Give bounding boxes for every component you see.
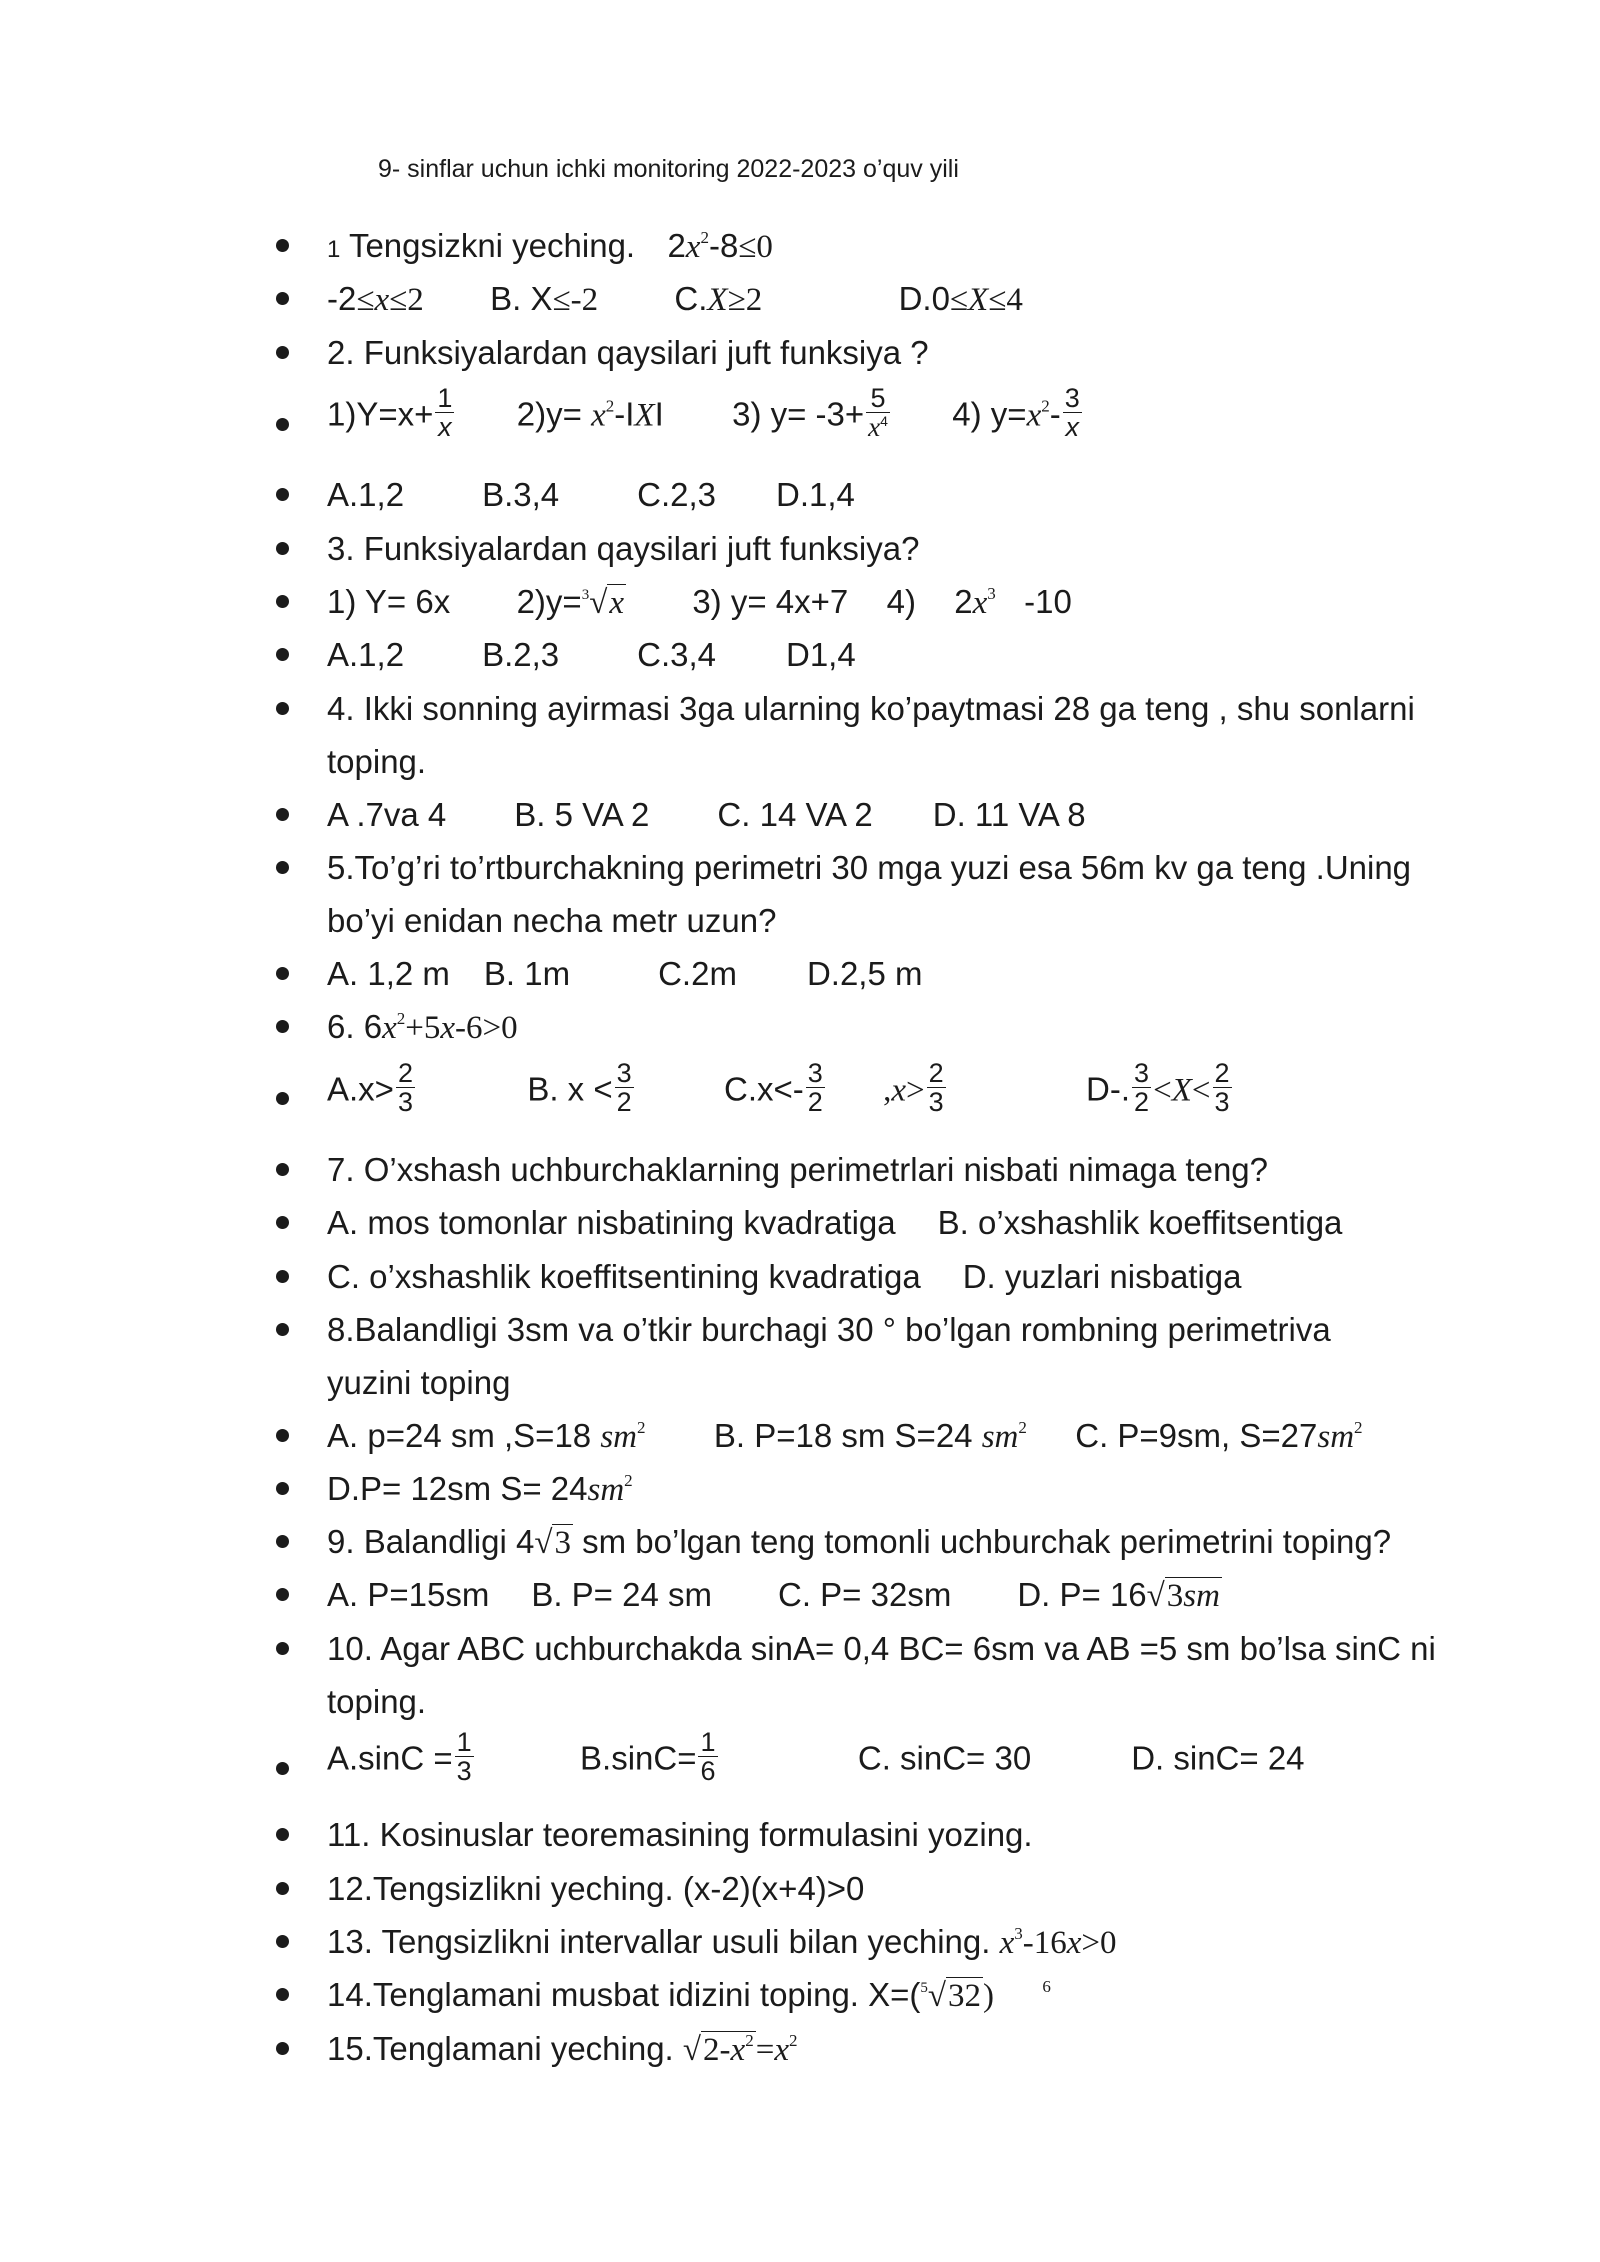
radicand: 2- <box>703 2032 731 2068</box>
function-1: 1)Y=x+ <box>327 395 434 433</box>
denominator: 3 <box>1214 1087 1230 1118</box>
sign: ≤ <box>988 282 1007 318</box>
root-index: 5 <box>920 1980 928 1996</box>
fraction <box>927 1059 946 1117</box>
denominator: x <box>435 412 454 441</box>
numerator: 1 <box>456 1727 472 1757</box>
option-c: C.2,3 <box>637 476 716 513</box>
question-number: 6. <box>327 1008 355 1045</box>
sign: ≤ <box>552 282 571 318</box>
expr-var: x <box>685 229 701 265</box>
exp: 6 <box>1042 1977 1051 1996</box>
function-2: 2)y= <box>516 583 582 620</box>
option-c: C. sinC= 30 <box>857 1739 1032 1777</box>
question-5: 5.To’g’ri to’rtburchakning perimetri 30 mga yuzi esa 56m kv ga teng .Uning <box>327 849 1412 886</box>
sign: ≤ <box>389 282 408 318</box>
bullet <box>276 861 289 874</box>
radicand: 3 <box>554 1525 571 1561</box>
option-c: C.3,4 <box>637 636 716 673</box>
answer-options <box>327 1419 1363 1454</box>
sign: > <box>906 1072 925 1109</box>
option-d: D-. <box>1086 1070 1131 1108</box>
exp: 2 <box>788 2031 798 2050</box>
numerator: 3 <box>616 1058 632 1088</box>
question-1 <box>327 229 773 264</box>
bullet <box>276 595 289 608</box>
coef: 6 <box>363 1008 383 1045</box>
option-d: D. P= 16 <box>1017 1576 1147 1613</box>
numerator: 3 <box>807 1058 823 1088</box>
question-10-continued: toping. <box>327 1683 427 1720</box>
cube-root: $^3$√x <box>581 585 624 621</box>
answer-options <box>327 957 922 990</box>
option-c: C. P=9sm, S=27 <box>1075 1417 1318 1454</box>
answer-options <box>327 1206 1342 1239</box>
option-b: B. X <box>490 280 553 317</box>
denominator: x <box>1063 412 1082 441</box>
option-b: B. P= 24 sm <box>531 1576 712 1613</box>
question-3: 3. Funksiyalardan qaysilari juft funksiya? <box>327 530 920 567</box>
num: -2 <box>570 282 599 318</box>
unit: sm <box>587 1472 625 1508</box>
function-4: 4) <box>886 583 916 620</box>
numerator: 2 <box>928 1058 944 1088</box>
question-text: 14.Tenglamani musbat idizini toping. X=( <box>327 1976 921 2013</box>
denominator <box>866 412 890 441</box>
sign: ≤ <box>356 282 375 318</box>
answer-options <box>327 638 856 671</box>
option-d: D. yuzlari nisbatiga <box>962 1258 1242 1295</box>
fraction <box>396 1059 415 1117</box>
exp: 2 <box>1041 396 1050 416</box>
numerator: 5 <box>870 383 886 413</box>
bullet <box>276 1588 289 1601</box>
radicand: 32 <box>948 1978 982 2014</box>
fraction <box>435 384 454 442</box>
bullet <box>276 1323 289 1336</box>
term: - <box>1049 395 1061 433</box>
coef: 2 <box>954 583 973 620</box>
option-a: A. mos tomonlar nisbatining kvadratiga <box>327 1204 896 1241</box>
option-a: A. 1,2 m <box>327 955 450 992</box>
fraction <box>1132 1059 1151 1117</box>
var: x <box>374 282 390 318</box>
paren: ) <box>983 1978 995 2014</box>
term: >0 <box>1081 1925 1117 1961</box>
numerator: 1 <box>437 383 453 413</box>
question-5-continued: bo’yi enidan necha metr uzun? <box>327 902 777 939</box>
answer-options <box>327 1727 1305 1790</box>
option-b: B. o’xshashlik koeffitsentiga <box>937 1204 1343 1241</box>
answer-options <box>327 1058 1234 1121</box>
denominator: 3 <box>397 1087 413 1118</box>
bullet <box>276 1828 289 1841</box>
option-a: A.1,2 <box>327 476 405 513</box>
term: -6>0 <box>455 1010 518 1046</box>
option-a: -2 <box>327 280 357 317</box>
denominator: 2 <box>807 1087 823 1118</box>
exp: 3 <box>1014 1924 1023 1943</box>
square-root: √3 <box>534 1525 571 1561</box>
var: x <box>774 2032 789 2068</box>
question-15 <box>327 2032 797 2067</box>
bullet <box>276 1882 289 1895</box>
option-c: C. o’xshashlik koeffitsentining kvadratiga <box>327 1258 921 1295</box>
sign: < <box>1153 1072 1172 1109</box>
fraction <box>615 1059 634 1117</box>
numerator: 2 <box>397 1058 413 1088</box>
option-d: D1,4 <box>786 636 856 673</box>
question-4: 4. Ikki sonning ayirmasi 3ga ularning ko’paytmasi 28 ga teng , shu sonlarni <box>327 690 1415 727</box>
term: -16 <box>1022 1925 1067 1961</box>
option-a: A. p=24 sm ,S=18 <box>327 1417 592 1454</box>
var: x <box>382 1010 397 1046</box>
var: x <box>440 1010 455 1046</box>
comma: , <box>883 1072 892 1109</box>
root-index: 3 <box>581 587 590 603</box>
option-b: B. P=18 sm S=24 <box>713 1417 973 1454</box>
expr-term: -8 <box>708 227 739 264</box>
option-a: A.x> <box>327 1070 394 1108</box>
answer-options <box>327 1578 1222 1613</box>
unit: sm <box>600 1419 638 1455</box>
question-text: 15.Tenglamani yeching. <box>327 2030 674 2067</box>
question-10: 10. Agar ABC uchburchakda sinA= 0,4 BC= 6sm va AB =5 sm bo’lsa sinC ni <box>327 1630 1436 1667</box>
numerator: 1 <box>700 1727 716 1757</box>
numerator: 2 <box>1214 1058 1230 1088</box>
fifth-root: $^5$√32 <box>920 1978 982 2014</box>
expr-coef: 2 <box>667 227 686 264</box>
fraction <box>1213 1059 1232 1117</box>
question-8-continued: yuzini toping <box>327 1364 511 1401</box>
option-c: C. <box>674 280 708 317</box>
var: x <box>868 412 881 443</box>
num: 4 <box>1006 282 1023 318</box>
option-b: B.2,3 <box>482 636 560 673</box>
exp: 2 <box>396 1009 406 1028</box>
var: x <box>730 2032 746 2068</box>
function-3: 3) y= 4x+7 <box>692 583 849 620</box>
denominator: 3 <box>928 1087 944 1118</box>
question-9 <box>327 1525 1391 1560</box>
term: -I <box>614 395 635 433</box>
question-text: 9. Balandligi 4 <box>327 1523 535 1560</box>
question-14 <box>327 1978 1051 2013</box>
exp: 3 <box>987 584 996 603</box>
var: x <box>1026 397 1042 434</box>
var: x <box>999 1925 1015 1961</box>
exp: 2 <box>745 2031 754 2050</box>
bullet <box>276 1163 289 1176</box>
var: x <box>591 397 606 434</box>
bullet <box>276 1482 289 1495</box>
exp: 2 <box>605 396 615 416</box>
sign: < <box>1191 1072 1211 1109</box>
var: X <box>634 397 655 434</box>
bullet <box>276 542 289 555</box>
square-root: √3sm <box>1146 1578 1220 1614</box>
fraction <box>1063 384 1082 442</box>
bullet <box>276 418 289 431</box>
term: -10 <box>1024 583 1072 620</box>
option-c: C. P= 32sm <box>778 1576 952 1613</box>
option-d: D.2,5 m <box>806 955 923 992</box>
var: X <box>1171 1072 1192 1109</box>
denominator: 2 <box>616 1087 632 1118</box>
bullet <box>276 648 289 661</box>
fraction <box>806 1059 825 1117</box>
option-c: C. 14 VA 2 <box>717 796 873 833</box>
sign: ≤ <box>949 282 969 318</box>
bullet <box>276 488 289 501</box>
unit: sm <box>1317 1419 1355 1455</box>
bullet <box>276 2042 289 2055</box>
bullet <box>276 1535 289 1548</box>
expr-sign: ≤ <box>738 229 757 265</box>
function-list <box>327 383 1084 446</box>
expr-rhs: 0 <box>756 229 773 265</box>
term: I <box>654 395 664 433</box>
option-d: D.1,4 <box>776 476 855 513</box>
bullet <box>276 346 289 359</box>
var: X <box>707 282 728 318</box>
expr-exp: 2 <box>700 228 709 247</box>
num: 2 <box>407 282 424 318</box>
bullet <box>276 292 289 305</box>
function-2: 2)y= <box>516 395 582 433</box>
bullet <box>276 1988 289 2001</box>
exp: 2 <box>1018 1418 1027 1437</box>
option-c: C.2m <box>658 955 737 992</box>
question-11: 11. Kosinuslar teoremasining formulasini yozing. <box>327 1816 1033 1853</box>
exp: 2 <box>1354 1418 1363 1437</box>
bullet <box>276 239 289 252</box>
bullet <box>276 1935 289 1948</box>
term: +5 <box>405 1010 441 1046</box>
fraction <box>866 384 890 442</box>
option-a: A. P=15sm <box>327 1576 490 1613</box>
fraction <box>455 1728 474 1786</box>
denominator: 6 <box>700 1756 716 1787</box>
exp: 4 <box>880 413 888 430</box>
bullet <box>276 1020 289 1033</box>
exp: 2 <box>624 1471 633 1490</box>
option-b: B. 5 VA 2 <box>514 796 650 833</box>
question-8: 8.Balandligi 3sm va o’tkir burchagi 30 ° bo’lgan rombning perimetriva <box>327 1311 1331 1348</box>
numerator: 3 <box>1064 383 1080 413</box>
bullet <box>276 967 289 980</box>
sign: ≥ <box>727 282 746 318</box>
option-d: D.P= 12sm S= 24 <box>327 1470 588 1507</box>
question-7: 7. O’xshash uchburchaklarning perimetrlari nisbati nimaga teng? <box>327 1151 1268 1188</box>
denominator: 3 <box>456 1756 472 1787</box>
option-c: C.x<- <box>724 1070 804 1108</box>
question-4-continued: toping. <box>327 743 427 780</box>
answer-options <box>327 1472 633 1507</box>
question-text: 13. Tengsizlikni intervallar usuli bilan yeching. <box>327 1923 991 1960</box>
question-text: sm bo’lgan teng tomonli uchburchak perimetrini toping? <box>582 1523 1392 1560</box>
square-root: $√2-x^2$ <box>682 2031 754 2068</box>
option-d: D. 11 VA 8 <box>932 796 1086 833</box>
answer-options <box>327 1260 1242 1293</box>
question-6 <box>327 1010 518 1045</box>
bullet <box>276 1092 289 1105</box>
numerator: 3 <box>1134 1058 1150 1088</box>
option-b: B.3,4 <box>482 476 560 513</box>
bullet <box>276 1270 289 1283</box>
function-1: 1) Y= 6x <box>327 583 451 620</box>
unit: sm <box>1183 1578 1220 1614</box>
bullet <box>276 1762 289 1775</box>
question-12: 12.Tengsizlikni yeching. (x-2)(x+4)>0 <box>327 1870 865 1907</box>
option-b: B.sinC= <box>580 1739 697 1777</box>
radicand: x <box>609 585 624 621</box>
question-13 <box>327 1925 1117 1960</box>
radicand: 3 <box>1166 1578 1184 1614</box>
question-2: 2. Funksiyalardan qaysilari juft funksiya ? <box>327 334 929 371</box>
bullet <box>276 808 289 821</box>
exp: 2 <box>637 1418 646 1437</box>
function-4: 4) y= <box>952 395 1027 433</box>
var: x <box>1066 1925 1082 1961</box>
option-d: D.0 <box>898 280 950 317</box>
answer-options <box>327 282 1023 317</box>
function-list <box>327 585 1072 620</box>
bullet <box>276 1429 289 1442</box>
option-a: A.sinC = <box>327 1739 453 1777</box>
bullet <box>276 1216 289 1229</box>
option-d: D. sinC= 24 <box>1131 1739 1305 1777</box>
question-number: 1 <box>327 236 341 263</box>
fraction <box>698 1728 717 1786</box>
unit: sm <box>981 1419 1019 1455</box>
option-b: B. 1m <box>483 955 571 992</box>
sign: = <box>755 2032 775 2068</box>
answer-options <box>327 478 855 511</box>
denominator: 2 <box>1134 1087 1150 1118</box>
option-a: A .7va 4 <box>327 796 447 833</box>
answer-options <box>327 798 1086 831</box>
bullet <box>276 1642 289 1655</box>
function-3: 3) y= -3+ <box>732 395 865 433</box>
var: X <box>968 282 989 318</box>
bullet <box>276 702 289 715</box>
page-title: 9- sinflar uchun ichki monitoring 2022-2023 o’quv yili <box>378 155 959 183</box>
option-b: B. x < <box>527 1070 613 1108</box>
var: x <box>891 1072 907 1109</box>
option-a: A.1,2 <box>327 636 405 673</box>
question-text: Tengsizkni yeching. <box>348 227 636 264</box>
num: 2 <box>745 282 763 318</box>
var: x <box>972 585 988 621</box>
